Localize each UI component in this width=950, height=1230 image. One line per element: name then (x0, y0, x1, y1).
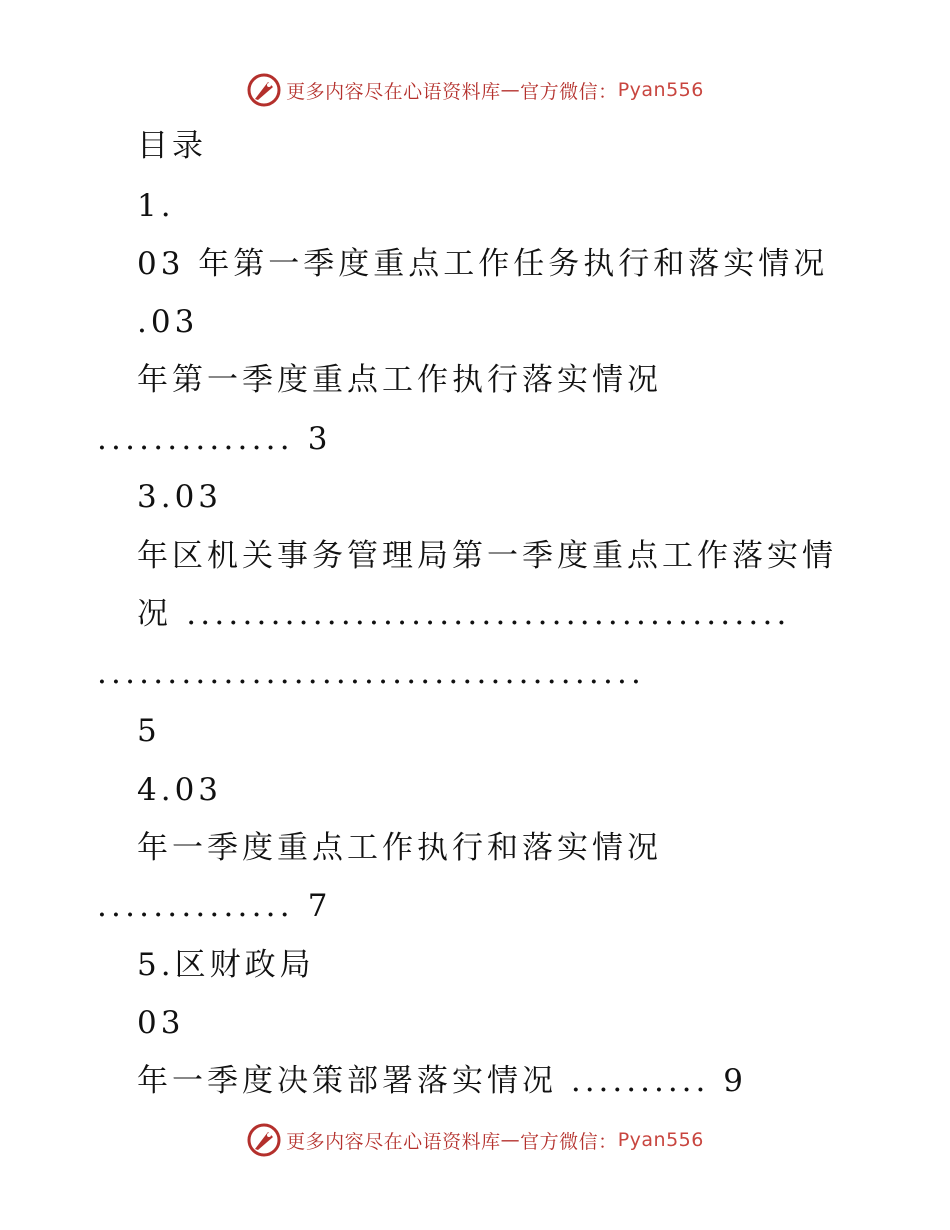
toc-line: 1. (137, 188, 175, 224)
watermark-handle: Pyan556 (617, 79, 704, 101)
pen-logo-icon (246, 72, 282, 108)
watermark-footer (0, 1120, 950, 1160)
watermark-text: 更多内容尽在心语资料库 (286, 1130, 501, 1153)
watermark-label: 官方微信： (520, 80, 618, 103)
toc-line: 03 年第一季度重点工作任务执行和落实情况 (137, 246, 829, 282)
toc-line: 5 (137, 713, 161, 749)
watermark-separator: — (500, 79, 521, 101)
toc-line: 况 ........................................... (137, 596, 791, 632)
watermark-separator: — (500, 1129, 521, 1151)
watermark-text: 更多内容尽在心语资料库 (286, 80, 501, 103)
toc-line: ....................................... (97, 655, 646, 691)
watermark-handle: Pyan556 (617, 1129, 704, 1151)
toc-line: 年一季度重点工作执行和落实情况 (137, 830, 662, 866)
toc-line: 5.区财政局 (137, 947, 315, 983)
toc-line: 4.03 (137, 772, 223, 808)
toc-title: 目录 (137, 128, 207, 164)
toc-line: 年一季度决策部署落实情况 .......... 9 (137, 1063, 747, 1099)
toc-line: 年第一季度重点工作执行落实情况 (137, 362, 662, 398)
toc-line: .............. 3 (97, 421, 332, 457)
watermark-header (0, 70, 950, 110)
toc-line: .03 (137, 304, 199, 340)
toc-line: 年区机关事务管理局第一季度重点工作落实情 (137, 538, 837, 574)
toc-line: 03 (137, 1005, 185, 1041)
toc-line: .............. 7 (97, 888, 332, 924)
pen-logo-icon (246, 1122, 282, 1158)
watermark-label: 官方微信： (520, 1130, 618, 1153)
toc-line: 3.03 (137, 479, 223, 515)
